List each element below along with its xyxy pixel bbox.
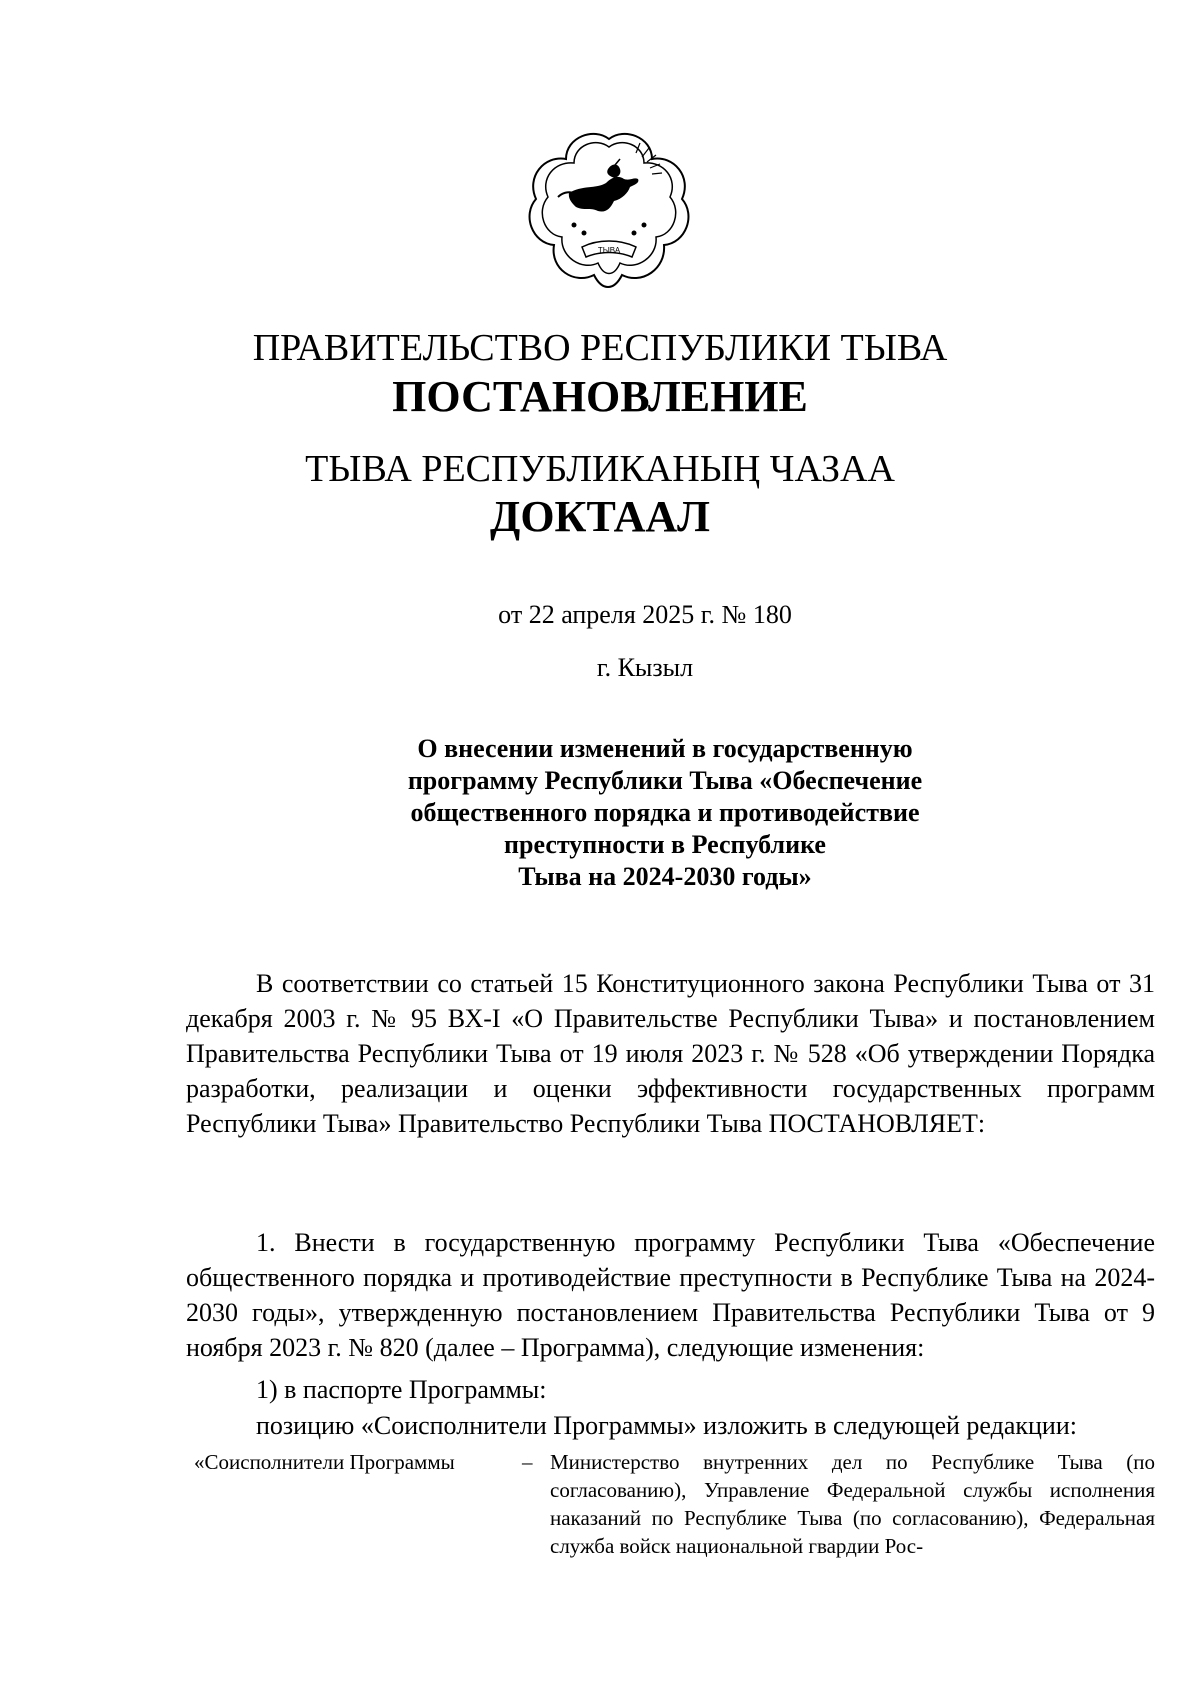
emblem-motto: ТЫВА <box>597 246 621 255</box>
table-value-cell: Министерство внутренних дел по Республике Тыва (по согласованию), Управление Федеральной службы исполнения наказаний по Республике Тыва (по согласованию), Федеральная служба войск национальной гвардии Рос- <box>550 1450 1155 1558</box>
government-name-tyv: ТЫВА РЕСПУБЛИКАНЫҢ ЧАЗАА <box>305 448 895 490</box>
tuva-emblem <box>524 131 694 291</box>
document-type-tyv: ДОКТААЛ <box>490 492 710 541</box>
title-line: Тыва на 2024-2030 годы» <box>518 862 812 891</box>
title-line: О внесении изменений в государственную <box>417 734 913 763</box>
document-city: г. Кызыл <box>596 653 694 682</box>
document-date-number: от 22 апреля 2025 г. № 180 <box>498 600 792 629</box>
preamble-paragraph: В соответствии со статьей 15 Конституционного закона Республики Тыва от 31 декабря 2003 г. № 95 ВХ-I «О Правительстве Республики Тыва» и постановлением Правительства Республики Тыва от 19 июля 2023 г. № 528 «Об утверждении Порядка разработки, реализации и оценки эффективности государственных программ Республики Тыва» Правительство Республики Тыва ПОСТАНОВЛЯЕТ: <box>186 969 1155 1138</box>
position-intro-paragraph: позицию «Соисполнители Программы» изложить в следующей редакции: <box>256 1411 1077 1440</box>
table-label-cell: «Соисполнители Программы <box>194 1450 455 1474</box>
title-line: преступности в Республике <box>504 830 826 859</box>
government-name-ru: ПРАВИТЕЛЬСТВО РЕСПУБЛИКИ ТЫВА <box>252 327 948 369</box>
table-dash: – <box>522 1450 533 1474</box>
title-line: программу Республики Тыва «Обеспечение <box>407 766 923 795</box>
title-line: общественного порядка и противодействие <box>410 798 920 827</box>
subitem-1-paragraph: 1) в паспорте Программы: <box>256 1375 547 1404</box>
document-title <box>365 733 965 893</box>
document-type-ru: ПОСТАНОВЛЕНИЕ <box>392 372 808 421</box>
item-1-paragraph: 1. Внести в государственную программу Республики Тыва «Обеспечение общественного порядка и противодействие преступности в Республике Тыва на 2024-2030 годы», утвержденную постановлением Правительства Республики Тыва от 9 ноября 2023 г. № 820 (далее – Программа), следующие изменения: <box>186 1228 1155 1362</box>
